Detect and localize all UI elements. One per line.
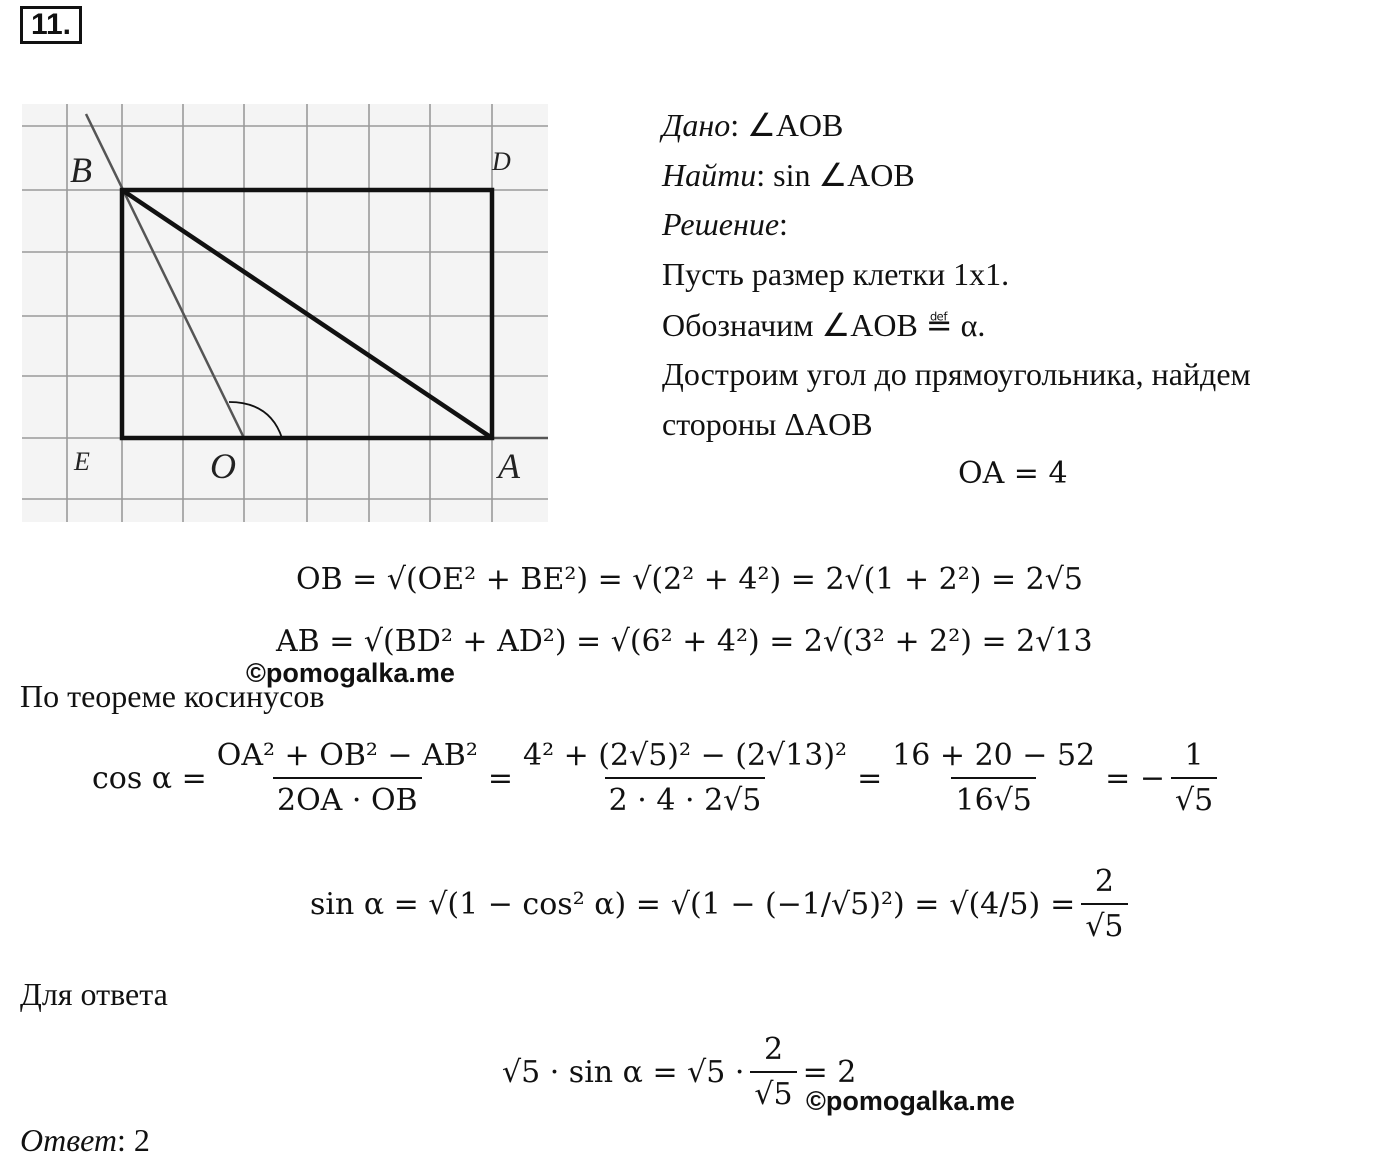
label-b: B bbox=[70, 150, 92, 190]
label-e: E bbox=[74, 447, 90, 476]
cos-frac-3-num: 16 + 20 − 52 bbox=[892, 738, 1096, 773]
cosine-theorem-heading: По теореме косинусов bbox=[20, 678, 325, 714]
given-value: : ∠AOB bbox=[730, 107, 844, 143]
final-rhs: = 2 bbox=[802, 1054, 857, 1090]
sin-lhs: sin α = √(1 − cos² α) = bbox=[310, 886, 661, 922]
find-label: Найти bbox=[662, 157, 757, 193]
sin-mid: √(1 − (−1/√5)²) = bbox=[670, 886, 940, 922]
answer-value: : 2 bbox=[117, 1122, 150, 1158]
eq-sin bbox=[310, 864, 1134, 944]
cos-frac-2-num: 4² + (2√5)² − (2√13)² bbox=[522, 738, 848, 773]
line-complete-rectangle: Достроим угол до прямоугольника, найдем bbox=[662, 356, 1251, 392]
cos-frac-1-den: 2OA · OB bbox=[273, 777, 422, 818]
line-cell-size: Пусть размер клетки 1x1. bbox=[662, 256, 1010, 292]
cos-frac-2 bbox=[519, 738, 851, 818]
solution-label: Решение bbox=[662, 206, 780, 242]
solution-colon: : bbox=[779, 206, 788, 242]
sin-frac-den: √5 bbox=[1081, 903, 1127, 944]
answer-label: Ответ bbox=[20, 1122, 117, 1158]
sin-frac bbox=[1081, 864, 1127, 944]
given-label: Дано bbox=[662, 107, 731, 143]
watermark-top: ©pomogalka.me bbox=[246, 658, 455, 688]
cos-frac-3-den: 16√5 bbox=[951, 777, 1035, 818]
cos-frac-2-den: 2 · 4 · 2√5 bbox=[605, 777, 766, 818]
line-triangle-sides: стороны ΔAOB bbox=[662, 406, 873, 442]
cos-frac-1-num: OA² + OB² − AB² bbox=[216, 738, 478, 773]
line-notation: Обозначим ∠AOB ≝ α. bbox=[662, 307, 986, 343]
cos-frac-4-num: 1 bbox=[1184, 738, 1204, 773]
watermark-bottom: ©pomogalka.me bbox=[806, 1086, 1015, 1116]
cos-eq-2: = bbox=[857, 760, 883, 796]
final-lhs: √5 · sin α = √5 · bbox=[502, 1054, 745, 1090]
cos-frac-1 bbox=[213, 738, 482, 818]
final-frac-den: √5 bbox=[750, 1071, 796, 1112]
cos-eq-1: = bbox=[487, 760, 513, 796]
cos-frac-3 bbox=[888, 738, 1099, 818]
grid-figure bbox=[22, 104, 548, 522]
final-frac-num: 2 bbox=[763, 1032, 784, 1067]
find-value: : sin ∠AOB bbox=[756, 157, 915, 193]
sin-root: √(4/5) bbox=[949, 886, 1041, 922]
cos-frac-4 bbox=[1171, 738, 1217, 818]
eq-ab: AB = √(BD² + AD²) = √(6² + 4²) = 2√(3² + 2²) = 2√13 bbox=[276, 624, 1093, 659]
sin-eq: = bbox=[1050, 886, 1076, 922]
label-o: O bbox=[210, 446, 236, 486]
eq-final bbox=[502, 1032, 856, 1112]
eq-cos bbox=[92, 738, 1223, 818]
answer-line bbox=[20, 1122, 150, 1159]
cos-lhs: cos α = bbox=[92, 760, 207, 796]
cos-eq-3: = − bbox=[1105, 760, 1165, 796]
sin-frac-num: 2 bbox=[1094, 864, 1114, 899]
label-a: A bbox=[498, 446, 520, 486]
final-frac bbox=[750, 1032, 796, 1112]
find-line bbox=[662, 156, 915, 194]
for-answer-heading: Для ответа bbox=[20, 976, 168, 1012]
given-line bbox=[662, 106, 843, 144]
problem-number: 11. bbox=[20, 6, 82, 44]
cos-frac-4-den: √5 bbox=[1171, 777, 1217, 818]
eq-ob: OB = √(OE² + BE²) = √(2² + 4²) = 2√(1 + 2²) = 2√5 bbox=[296, 562, 1083, 597]
solution-heading bbox=[662, 206, 788, 243]
label-d: D bbox=[492, 147, 511, 176]
figure-background bbox=[22, 104, 548, 522]
eq-oa: OA = 4 bbox=[958, 456, 1068, 491]
